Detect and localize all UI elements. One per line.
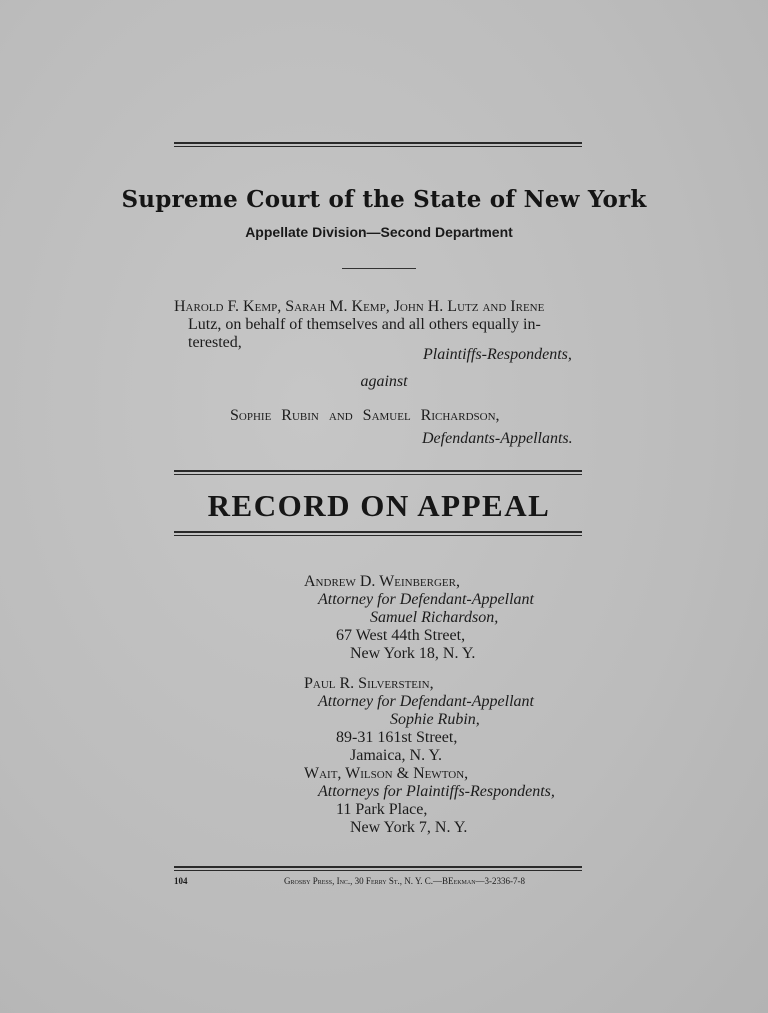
footer-double-rule bbox=[174, 866, 582, 871]
attorney-name: Wait, Wilson & Newton, bbox=[304, 765, 469, 782]
middle-double-rule-bottom bbox=[174, 531, 582, 536]
defendants-role: Defendants-Appellants. bbox=[422, 430, 573, 447]
short-divider bbox=[342, 268, 416, 269]
attorney-block-2 bbox=[304, 675, 534, 765]
attorney-name: Andrew D. Weinberger, bbox=[304, 573, 460, 590]
plaintiffs-role: Plaintiffs-Respondents, bbox=[423, 346, 572, 363]
attorney-city: New York 18, N. Y. bbox=[350, 645, 476, 662]
attorney-role: Attorney for Defendant-Appellant bbox=[318, 591, 534, 608]
attorney-block-1 bbox=[304, 573, 534, 663]
court-title: Supreme Court of the State of New York bbox=[121, 186, 647, 213]
plaintiffs-block bbox=[174, 298, 582, 352]
attorney-street: 89-31 161st Street, bbox=[336, 729, 458, 746]
plaintiffs-line-3: terested, bbox=[188, 334, 242, 351]
attorney-block-3 bbox=[304, 765, 555, 837]
defendants-names: Sophie Rubin and Samuel Richardson, bbox=[230, 407, 500, 424]
attorney-city: Jamaica, N. Y. bbox=[350, 747, 442, 764]
document-title: RECORD ON APPEAL bbox=[207, 488, 551, 523]
printer-imprint: Grosby Press, Inc., 30 Ferry St., N. Y. C.—BEekman—3-2336-7-8 bbox=[284, 876, 526, 886]
top-double-rule bbox=[174, 142, 582, 147]
attorney-name: Paul R. Silverstein, bbox=[304, 675, 434, 692]
attorney-client: Samuel Richardson, bbox=[370, 609, 499, 626]
against-label: against bbox=[360, 373, 408, 390]
attorney-street: 67 West 44th Street, bbox=[336, 627, 466, 644]
court-division: Appellate Division—Second Department bbox=[245, 224, 513, 240]
plaintiffs-line-2: Lutz, on behalf of themselves and all others equally in- bbox=[188, 316, 541, 333]
attorney-role: Attorney for Defendant-Appellant bbox=[318, 693, 534, 710]
union-bug-number: 104 bbox=[174, 876, 188, 886]
attorney-client: Sophie Rubin, bbox=[390, 711, 480, 728]
plaintiffs-line-1: Harold F. Kemp, Sarah M. Kemp, John H. Lutz and Irene bbox=[174, 298, 545, 315]
attorney-role: Attorneys for Plaintiffs-Respondents, bbox=[318, 783, 555, 800]
middle-double-rule-top bbox=[174, 470, 582, 475]
attorney-city: New York 7, N. Y. bbox=[350, 819, 468, 836]
attorney-street: 11 Park Place, bbox=[336, 801, 428, 818]
